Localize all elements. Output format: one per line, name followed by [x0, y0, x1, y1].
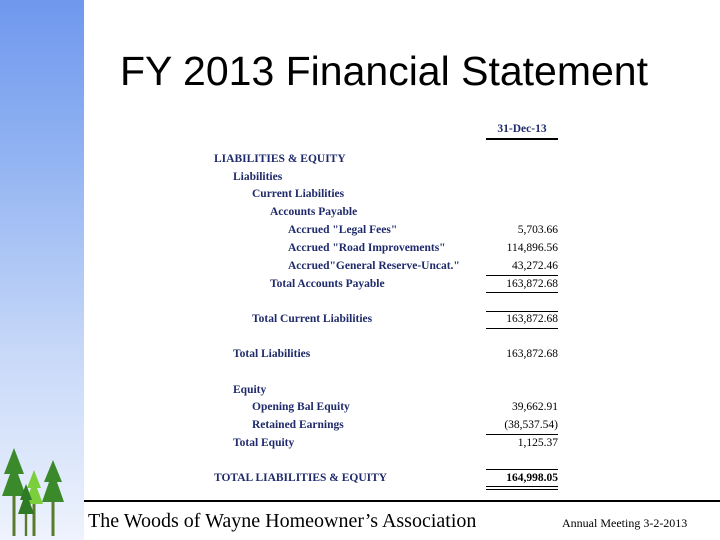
row-label: Equity [233, 384, 267, 396]
row-amount: 114,896.56 [506, 242, 558, 254]
row-amount: 43,272.46 [512, 260, 558, 272]
row-label: Total Accounts Payable [270, 278, 385, 290]
row-amount: 164,998.05 [506, 472, 558, 484]
line-item-row [200, 419, 560, 435]
row-amount: 5,703.66 [517, 224, 558, 236]
footer-rule [84, 500, 720, 502]
row-label: Accrued "Legal Fees" [288, 224, 398, 236]
row-label: LIABILITIES & EQUITY [214, 153, 346, 165]
footer-association-name: The Woods of Wayne Homeowner’s Association [88, 510, 477, 532]
section-heading-equity [200, 384, 560, 400]
slide-title: FY 2013 Financial Statement [120, 48, 648, 94]
row-label: Current Liabilities [252, 188, 345, 200]
row-label: Liabilities [233, 171, 283, 183]
row-amount: 163,872.68 [506, 313, 558, 325]
subtotal-row [200, 348, 560, 364]
line-item-row [200, 224, 560, 240]
subtotal-row [200, 437, 560, 453]
footer-meeting-date: Annual Meeting 3-2-2013 [562, 516, 688, 530]
date-header: 31-Dec-13 [497, 123, 547, 135]
date-header-rule [486, 138, 558, 140]
tree-icon [42, 460, 64, 536]
row-label: Total Liabilities [233, 348, 311, 360]
row-label: Retained Earnings [252, 419, 344, 431]
subtotal-rule [486, 311, 558, 312]
row-label: Accounts Payable [270, 206, 358, 218]
subtotal-rule [486, 328, 558, 329]
section-heading-liabilities-equity [200, 153, 560, 169]
tree-icon [2, 448, 26, 536]
row-amount: 1,125.37 [517, 437, 558, 449]
section-heading-liabilities [200, 171, 560, 187]
row-amount: 163,872.68 [506, 278, 558, 290]
row-amount: (38,537.54) [504, 419, 558, 431]
subtotal-row [200, 313, 560, 329]
section-heading-current-liabilities [200, 188, 560, 204]
double-underline-top [486, 486, 558, 487]
row-label: Accrued"General Reserve-Uncat." [288, 260, 460, 272]
row-amount: 39,662.91 [512, 401, 558, 413]
grand-total-rule [486, 469, 558, 470]
double-underline-bottom [486, 489, 558, 490]
row-label: Total Equity [233, 437, 295, 449]
row-label: Total Current Liabilities [252, 313, 373, 325]
subtotal-rule [486, 292, 558, 293]
subtotal-rule [486, 434, 558, 435]
trees-illustration [0, 440, 80, 540]
line-item-row [200, 242, 560, 258]
row-amount: 163,872.68 [506, 348, 558, 360]
line-item-row [200, 260, 560, 276]
row-label: Opening Bal Equity [252, 401, 350, 413]
section-heading-accounts-payable [200, 206, 560, 222]
row-label: Accrued "Road Improvements" [288, 242, 446, 254]
subtotal-rule [486, 275, 558, 276]
line-item-row [200, 401, 560, 417]
row-label: TOTAL LIABILITIES & EQUITY [214, 472, 388, 484]
